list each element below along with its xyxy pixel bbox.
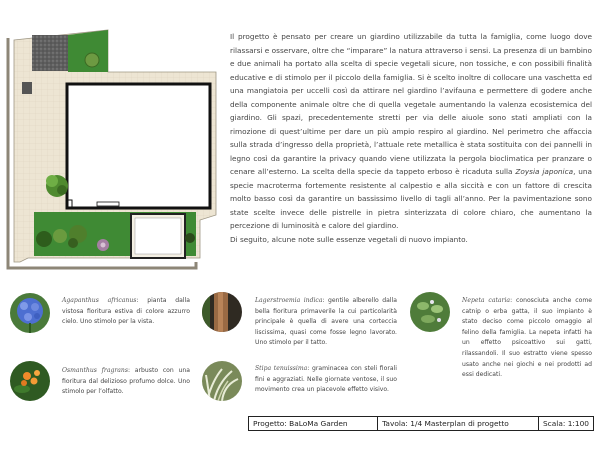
sheet-title: Tavola: 1/4 Masterplan di progetto (378, 417, 539, 430)
tree-left (46, 175, 68, 197)
plant-name: Lagerstroemia indica (255, 297, 323, 304)
plant-note-agapanthus (62, 296, 190, 328)
project-name: Progetto: BaLoMa Garden (249, 417, 378, 430)
gravel-bed (32, 35, 68, 71)
project-description (230, 30, 592, 246)
lagerstroemia-photo (202, 292, 242, 332)
drawing-scale: Scala: 1:100 (542, 419, 589, 428)
door-threshold (97, 202, 119, 206)
osmanthus-photo (10, 361, 50, 401)
shrub-top (85, 53, 99, 67)
plant-description: : arbusto con una fioritura dal delizioso profumo dolce. Uno stimolo per l’olfatto. (62, 367, 191, 396)
nepeta-photo (410, 292, 450, 332)
stipa-photo (202, 361, 242, 401)
intro-closing: Di seguito, alcune note sulle essenze vegetali di nuovo impianto. (230, 234, 468, 244)
plant-name: Osmanthus fragrans (62, 367, 128, 374)
plant-name: Stipa tenuissima (255, 365, 308, 372)
plant-note-osmanthus (62, 366, 190, 398)
plant-description: : pianta dalla vistosa fioritura estiva di colore azzurro cielo. Uno stimolo per la vista. (62, 297, 190, 326)
plant-note-nepeta (462, 296, 592, 381)
intro-species: Zoysia japonica (515, 167, 574, 176)
intro-text-a: Il progetto è pensato per creare un giardino utilizzabile da tutta la famiglia, come luogo dove rilassarsi e osservare, oltre che “imparare” la natura attraverso i sensi. La presenza di un bambino e due animali ha portato alla scelta di specie vegetali sicure, non tossiche, e con possibili finalità educative e di stimolo per il piccolo della famiglia. Si è scelto inoltre di collocare una vaschetta ed una mangiatoia per uccelli così da attirare nel giardino l’avifauna e permettere di godere anche della componente animale oltre che di quella vegetale aumentando la valenza ecosistemica del giardino. Gli spazi, precedentemente stretti per via delle aiuole sono stati ampliati con la rimozione di quest’ultime per dare un più ampio respiro al giardino. Nel perimetro che affaccia sulla strada d’ingresso della proprietà, l’attuale rete metallica è stata sostituita con dei pannelli in legno così da garantire la privacy quando viene utilizzata la pergola bioclimatica per pranzare o cenare all’esterno. La scelta della specie da tappeto erboso è ricaduta sulla (230, 32, 592, 176)
agapanthus-photo (10, 293, 50, 333)
building-footprint (67, 84, 210, 208)
title-block (248, 416, 594, 431)
stepping-stones (22, 82, 32, 94)
plant-name: Agapanthus africanus (62, 297, 137, 304)
garden-masterplan (0, 0, 225, 275)
plant-description: : graminacea con steli fiorali fini e aggraziati. Nelle giornate ventose, il suo movimento crea un piacevole effetto visivo. (255, 365, 397, 394)
plant-note-stipa (255, 364, 397, 396)
plant-description: : conosciuta anche come catnip o erba gatta, il suo impianto è stato deciso come piccolo omaggio al felino della famiglia. La nepeta infatti ha un effetto psicoattivo sui gatti, rilassandoli. Il suo estratto viene spesso usato anche nei giochi e nei prodotti ad essi dedicati. (462, 297, 593, 379)
plant-note-lagerstroemia (255, 296, 397, 349)
plant-description: : gentile alberello dalla bella fioritura primaverile la cui particolarità principale è quella di avere una corteccia liscissima, quasi come fosse legno lavorato. Uno stimolo per il tatto. (255, 297, 397, 347)
intro-text-b: , una specie macroterma fortemente resistente al calpestio e alla siccità e con un fattore di crescita molto basso così da garantire un bassissimo livello di tagli all’anno. Per la pavimentazione sono state scelte invece delle pistrelle in pietra sinterizzata di colore chiaro, che aumentano la percezione di luminosità e calore del giardino. (230, 167, 592, 230)
plant-name: Nepeta cataria (462, 297, 511, 304)
